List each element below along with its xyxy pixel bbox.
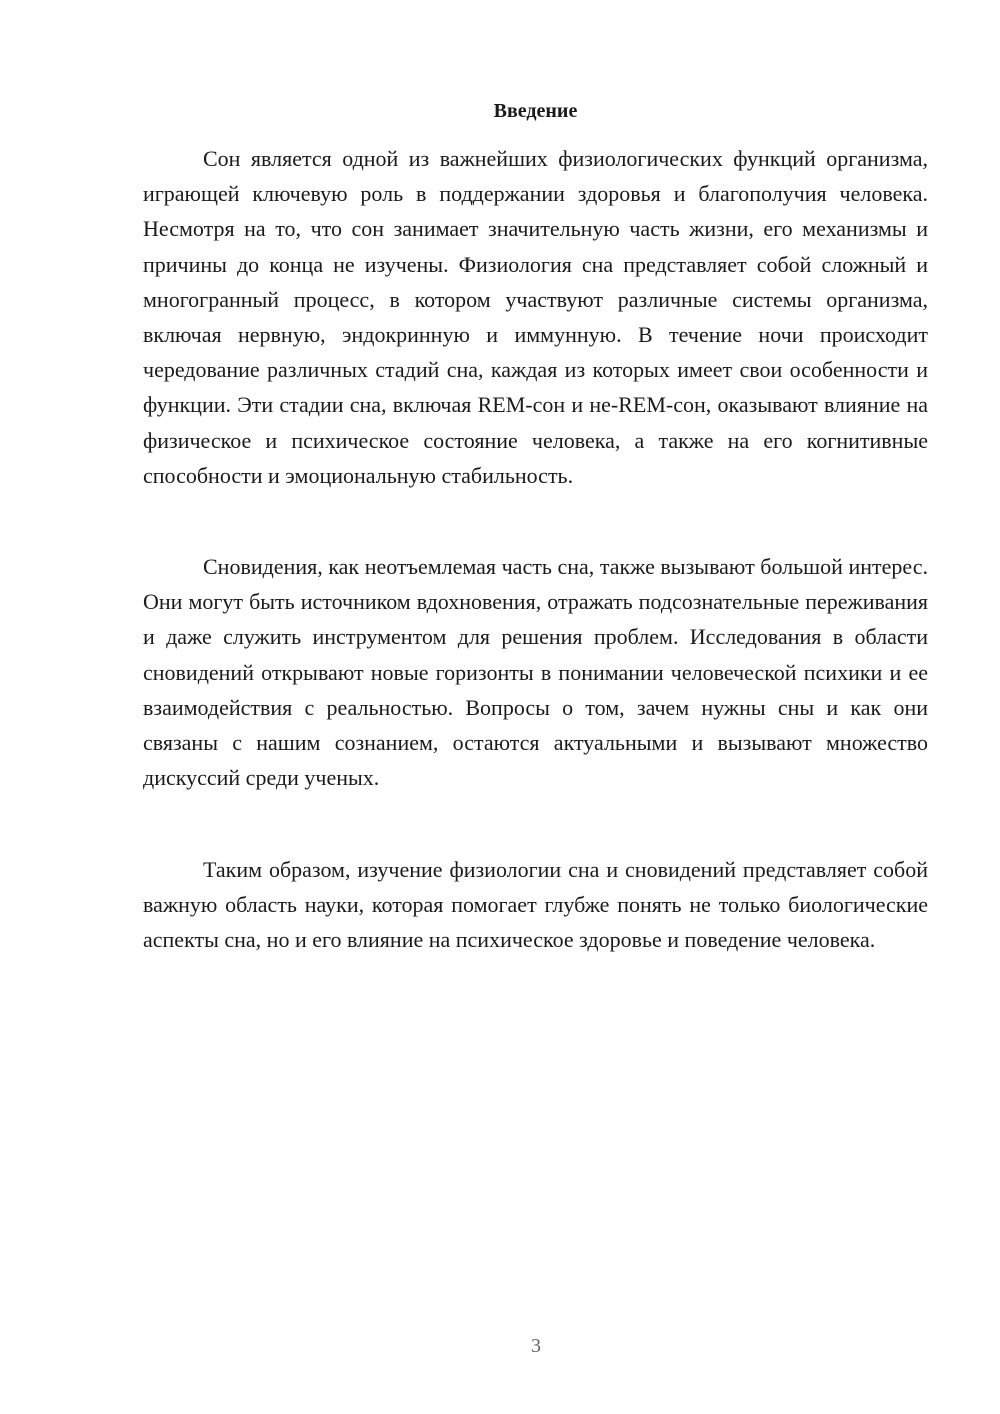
page-number: 3 — [531, 1335, 541, 1357]
paragraph-2: Сновидения, как неотъемлемая часть сна, также вызывают большой интерес. Они могут быть источником вдохновения, отражать подсознательные переживания и даже служить инструментом для решения проблем. Исследования в области сновидений открывают новые горизонты в понимании человеческой психики и ее взаимодействия с реальностью. Вопросы о том, зачем нужны сны и как они связаны с нашим сознанием, остаются актуальными и вызывают множество дискуссий среди ученых. — [143, 554, 928, 791]
paragraph-1: Сон является одной из важнейших физиологических функций организма, играющей ключевую роль в поддержании здоровья и благополучия человека. Несмотря на то, что сон занимает значительную часть жизни, его механизмы и причины до конца не изучены. Физиология сна представляет собой сложный и многогранный процесс, в котором участвуют различные системы организма, включая нервную, эндокринную и иммунную. В течение ночи происходит чередование различных стадий сна, каждая из которых имеет свои особенности и функции. Эти стадии сна, включая REM-сон и не-REM-сон, оказывают влияние на физическое и психическое состояние человека, а также на его когнитивные способности и эмоциональную стабильность. — [143, 146, 928, 488]
section-heading: Введение — [493, 100, 578, 122]
paragraph-3: Таким образом, изучение физиологии сна и сновидений представляет собой важную область науки, которая помогает глубже понять не только биологические аспекты сна, но и его влияние на психическое здоровье и поведение человека. — [143, 857, 928, 953]
